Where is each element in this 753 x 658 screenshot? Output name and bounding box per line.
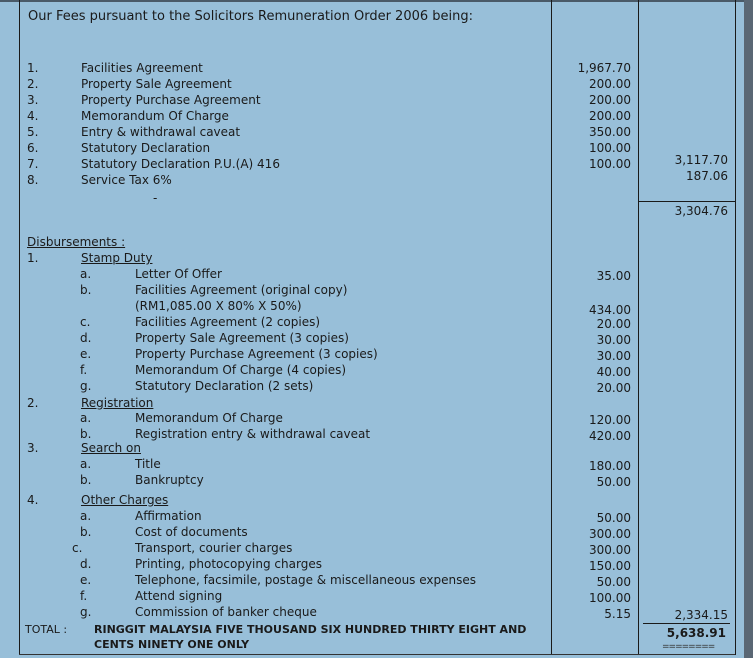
- fee-amount: 100.00: [589, 157, 631, 171]
- item-letter: a.: [80, 457, 92, 471]
- item-letter: e.: [80, 347, 92, 361]
- page-heading: Our Fees pursuant to the Solicitors Remuneration Order 2006 being:: [28, 9, 473, 24]
- item-label: Attend signing: [135, 589, 223, 603]
- item-letter: b.: [80, 283, 92, 297]
- item-label: Facilities Agreement (original copy): [135, 283, 348, 297]
- fee-number: 2.: [27, 77, 39, 91]
- disbursements-title: Disbursements :: [27, 235, 126, 249]
- section-title: Search on: [81, 441, 141, 455]
- fee-label: Statutory Declaration P.U.(A) 416: [81, 157, 280, 171]
- item-letter: g.: [80, 379, 92, 393]
- left-border: [19, 0, 20, 655]
- fee-number: 5.: [27, 125, 39, 139]
- grand-total-rule: [643, 623, 730, 624]
- section-number: 1.: [27, 251, 39, 265]
- item-label: Registration entry & withdrawal caveat: [135, 427, 371, 441]
- item-letter: b.: [80, 427, 92, 441]
- item-label: Letter Of Offer: [135, 267, 222, 281]
- item-letter: a.: [80, 267, 92, 281]
- item-amount: 20.00: [596, 381, 631, 395]
- section-number: 4.: [27, 493, 39, 507]
- total-words-line1: RINGGIT MALAYSIA FIVE THOUSAND SIX HUNDRED THIRTY EIGHT AND: [94, 623, 527, 636]
- item-label: Bankruptcy: [135, 473, 204, 487]
- fee-amount: 1,967.70: [577, 61, 631, 75]
- item-label: Property Purchase Agreement (3 copies): [135, 347, 378, 361]
- total-label: TOTAL :: [25, 623, 68, 636]
- section-title: Registration: [81, 396, 154, 410]
- item-amount: 50.00: [596, 575, 631, 589]
- item-amount: 300.00: [589, 543, 631, 557]
- section-title: Stamp Duty: [81, 251, 153, 265]
- fee-label: Statutory Declaration: [81, 141, 211, 155]
- fee-label: Memorandum Of Charge: [81, 109, 229, 123]
- fee-number: 4.: [27, 109, 39, 123]
- item-letter: a.: [80, 411, 92, 425]
- item-letter: b.: [80, 473, 92, 487]
- item-amount: 5.15: [604, 607, 631, 621]
- fee-amount: 350.00: [589, 125, 631, 139]
- fee-amount: 100.00: [589, 141, 631, 155]
- item-label-continued: (RM1,085.00 X 80% X 50%): [135, 299, 302, 313]
- item-label: Memorandum Of Charge (4 copies): [135, 363, 347, 377]
- item-label: Transport, courier charges: [135, 541, 293, 555]
- fee-number: 1.: [27, 61, 39, 75]
- item-amount: 50.00: [596, 475, 631, 489]
- item-letter: d.: [80, 331, 92, 345]
- fees-subtotal: 3,117.70: [674, 153, 728, 167]
- fee-label: Entry & withdrawal caveat: [81, 125, 241, 139]
- item-letter: d.: [80, 557, 92, 571]
- fee-label: Property Sale Agreement: [81, 77, 232, 91]
- item-amount: 40.00: [596, 365, 631, 379]
- column-divider-3: [735, 0, 736, 655]
- fee-number: 6.: [27, 141, 39, 155]
- item-label: Property Sale Agreement (3 copies): [135, 331, 349, 345]
- fee-label: Facilities Agreement: [81, 61, 203, 75]
- item-label: Title: [135, 457, 161, 471]
- disbursements-total: 2,334.15: [674, 608, 728, 622]
- fee-number: 3.: [27, 93, 39, 107]
- bottom-border: [19, 654, 735, 655]
- fee-label: Service Tax 6%: [81, 173, 172, 187]
- item-label: Cost of documents: [135, 525, 248, 539]
- item-amount: 50.00: [596, 511, 631, 525]
- item-label: Statutory Declaration (2 sets): [135, 379, 314, 393]
- item-amount: 120.00: [589, 413, 631, 427]
- item-amount: 150.00: [589, 559, 631, 573]
- item-amount: 30.00: [596, 333, 631, 347]
- item-label: Commission of banker cheque: [135, 605, 317, 619]
- top-border: [0, 0, 753, 2]
- item-letter: f.: [80, 589, 88, 603]
- item-label: Telephone, facsimile, postage & miscellaneous expenses: [135, 573, 477, 587]
- item-letter: a.: [80, 509, 92, 523]
- item-amount: 30.00: [596, 349, 631, 363]
- item-amount: 35.00: [596, 269, 631, 283]
- item-label: Facilities Agreement (2 copies): [135, 315, 321, 329]
- item-letter: g.: [80, 605, 92, 619]
- column-divider-1: [551, 0, 552, 655]
- item-label: Printing, photocopying charges: [135, 557, 322, 571]
- fee-number: 8.: [27, 173, 39, 187]
- service-tax-amount: 187.06: [686, 169, 728, 183]
- item-letter: b.: [80, 525, 92, 539]
- item-amount: 100.00: [589, 591, 631, 605]
- dash-mark: -: [153, 191, 158, 205]
- fees-total: 3,304.76: [674, 204, 728, 218]
- fees-total-rule: [638, 201, 735, 202]
- double-underline: ========: [662, 642, 715, 652]
- item-letter: f.: [80, 363, 88, 377]
- section-number: 3.: [27, 441, 39, 455]
- item-label: Affirmation: [135, 509, 202, 523]
- item-letter: c.: [72, 541, 83, 555]
- fee-label: Property Purchase Agreement: [81, 93, 261, 107]
- fee-amount: 200.00: [589, 77, 631, 91]
- column-divider-2: [638, 0, 639, 655]
- grand-total: 5,638.91: [666, 626, 726, 640]
- item-label: Memorandum Of Charge: [135, 411, 283, 425]
- section-title: Other Charges: [81, 493, 169, 507]
- item-letter: e.: [80, 573, 92, 587]
- item-amount: 434.00: [589, 303, 631, 317]
- section-number: 2.: [27, 396, 39, 410]
- total-words-line2: CENTS NINETY ONE ONLY: [94, 638, 250, 651]
- item-letter: c.: [80, 315, 91, 329]
- item-amount: 420.00: [589, 429, 631, 443]
- item-amount: 20.00: [596, 317, 631, 331]
- fee-number: 7.: [27, 157, 39, 171]
- right-edge: [744, 0, 753, 658]
- item-amount: 180.00: [589, 459, 631, 473]
- fee-amount: 200.00: [589, 109, 631, 123]
- item-amount: 300.00: [589, 527, 631, 541]
- fee-amount: 200.00: [589, 93, 631, 107]
